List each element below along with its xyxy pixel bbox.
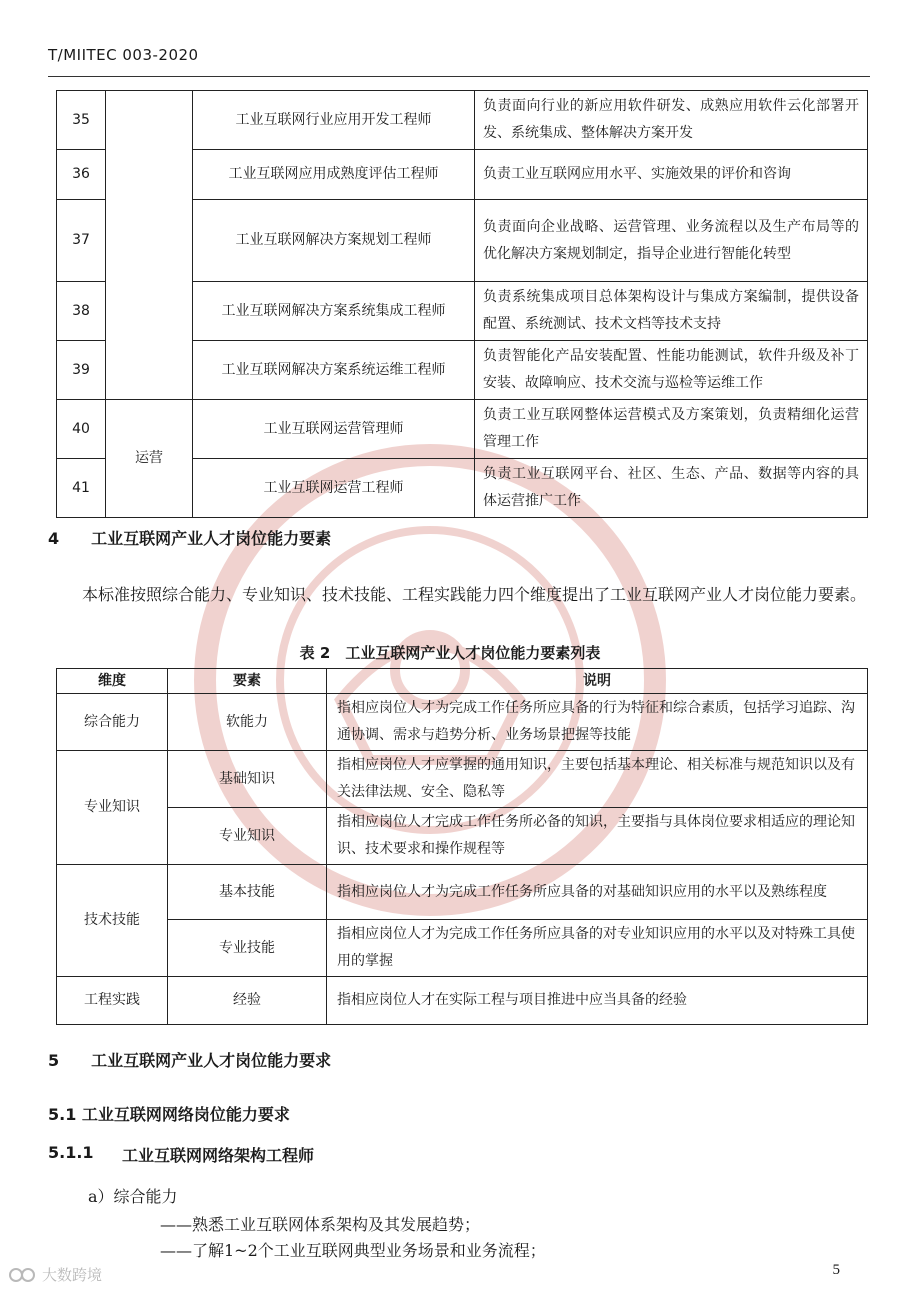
table-row [57, 751, 868, 808]
column-header: 要素 [168, 669, 327, 694]
section-4-heading: 4 工业互联网产业人才岗位能力要素 [48, 529, 332, 548]
header-rule [48, 76, 870, 77]
dash-item: ——熟悉工业互联网体系架构及其发展趋势； [160, 1215, 481, 1234]
column-header: 说明 [327, 669, 868, 694]
position-title: 工业互联网运营工程师 [193, 459, 475, 518]
table-row [57, 920, 868, 977]
row-number: 40 [57, 400, 106, 459]
position-desc: 负责面向企业战略、运营管理、业务流程以及生产布局等的优化解决方案规划制定，指导企业进行智能化转型 [475, 200, 868, 282]
section-5-heading: 5 工业互联网产业人才岗位能力要求 [48, 1051, 332, 1070]
table-header-row [57, 669, 868, 694]
row-number: 39 [57, 341, 106, 400]
category-cell: 运营 [106, 400, 193, 518]
column-header: 维度 [57, 669, 168, 694]
logo-text: 大数跨境 [42, 1266, 103, 1284]
position-desc: 负责工业互联网应用水平、实施效果的评价和咨询 [475, 150, 868, 200]
description-cell: 指相应岗位人才完成工作任务所必备的知识，主要指与具体岗位要求相适应的理论知识、技术要求和操作规程等 [327, 808, 868, 865]
description-cell: 指相应岗位人才为完成工作任务所应具备的对专业知识应用的水平以及对特殊工具使用的掌握 [327, 920, 868, 977]
element-cell: 专业技能 [168, 920, 327, 977]
position-desc: 负责工业互联网平台、社区、生态、产品、数据等内容的具体运营推广工作 [475, 459, 868, 518]
element-cell: 经验 [168, 977, 327, 1025]
positions-table [56, 90, 868, 518]
description-cell: 指相应岗位人才在实际工程与项目推进中应当具备的经验 [327, 977, 868, 1025]
dimension-cell: 工程实践 [57, 977, 168, 1025]
row-number: 37 [57, 200, 106, 282]
section-5-1-heading: 5.1 工业互联网网络岗位能力要求 [48, 1105, 290, 1124]
row-number: 36 [57, 150, 106, 200]
position-desc: 负责工业互联网整体运营模式及方案策划，负责精细化运营管理工作 [475, 400, 868, 459]
table-row [57, 808, 868, 865]
description-cell: 指相应岗位人才为完成工作任务所应具备的行为特征和综合素质，包括学习追踪、沟通协调、需求与趋势分析、业务场景把握等技能 [327, 694, 868, 751]
position-title: 工业互联网解决方案系统运维工程师 [193, 341, 475, 400]
section-4-paragraph: 本标准按照综合能力、专业知识、技术技能、工程实践能力四个维度提出了工业互联网产业人才岗位能力要素。 [82, 585, 867, 604]
table-row [57, 694, 868, 751]
description-cell: 指相应岗位人才为完成工作任务所应具备的对基础知识应用的水平以及熟练程度 [327, 865, 868, 920]
table-2-caption: 表 2 工业互联网产业人才岗位能力要素列表 [299, 644, 601, 662]
table-row [57, 400, 868, 459]
logo-icon [8, 1266, 38, 1284]
element-cell: 基本技能 [168, 865, 327, 920]
row-number: 35 [57, 91, 106, 150]
position-title: 工业互联网应用成熟度评估工程师 [193, 150, 475, 200]
section-5-1-1-number: 5.1.1 [48, 1143, 94, 1162]
list-item-a: a）综合能力 [88, 1187, 178, 1206]
row-number: 41 [57, 459, 106, 518]
position-title: 工业互联网运营管理师 [193, 400, 475, 459]
table-row [57, 977, 868, 1025]
competency-table [56, 668, 868, 1025]
footer-logo [8, 1264, 102, 1285]
table-row [57, 91, 868, 150]
category-cell [106, 91, 193, 400]
description-cell: 指相应岗位人才应掌握的通用知识，主要包括基本理论、相关标准与规范知识以及有关法律法规、安全、隐私等 [327, 751, 868, 808]
page-number: 5 [832, 1262, 840, 1278]
dimension-cell: 技术技能 [57, 865, 168, 977]
element-cell: 基础知识 [168, 751, 327, 808]
dash-item: ——了解1~2个工业互联网典型业务场景和业务流程； [160, 1241, 546, 1260]
dimension-cell: 专业知识 [57, 751, 168, 865]
dimension-cell: 综合能力 [57, 694, 168, 751]
row-number: 38 [57, 282, 106, 341]
table-row [57, 865, 868, 920]
position-title: 工业互联网解决方案规划工程师 [193, 200, 475, 282]
position-desc: 负责智能化产品安装配置、性能功能测试，软件升级及补丁安装、故障响应、技术交流与巡检等运维工作 [475, 341, 868, 400]
position-title: 工业互联网解决方案系统集成工程师 [193, 282, 475, 341]
position-title: 工业互联网行业应用开发工程师 [193, 91, 475, 150]
element-cell: 软能力 [168, 694, 327, 751]
position-desc: 负责面向行业的新应用软件研发、成熟应用软件云化部署开发、系统集成、整体解决方案开发 [475, 91, 868, 150]
position-desc: 负责系统集成项目总体架构设计与集成方案编制，提供设备配置、系统测试、技术文档等技术支持 [475, 282, 868, 341]
element-cell: 专业知识 [168, 808, 327, 865]
section-5-1-1-title: 工业互联网网络架构工程师 [122, 1146, 315, 1165]
document-id: T/MIITEC 003-2020 [48, 46, 199, 64]
